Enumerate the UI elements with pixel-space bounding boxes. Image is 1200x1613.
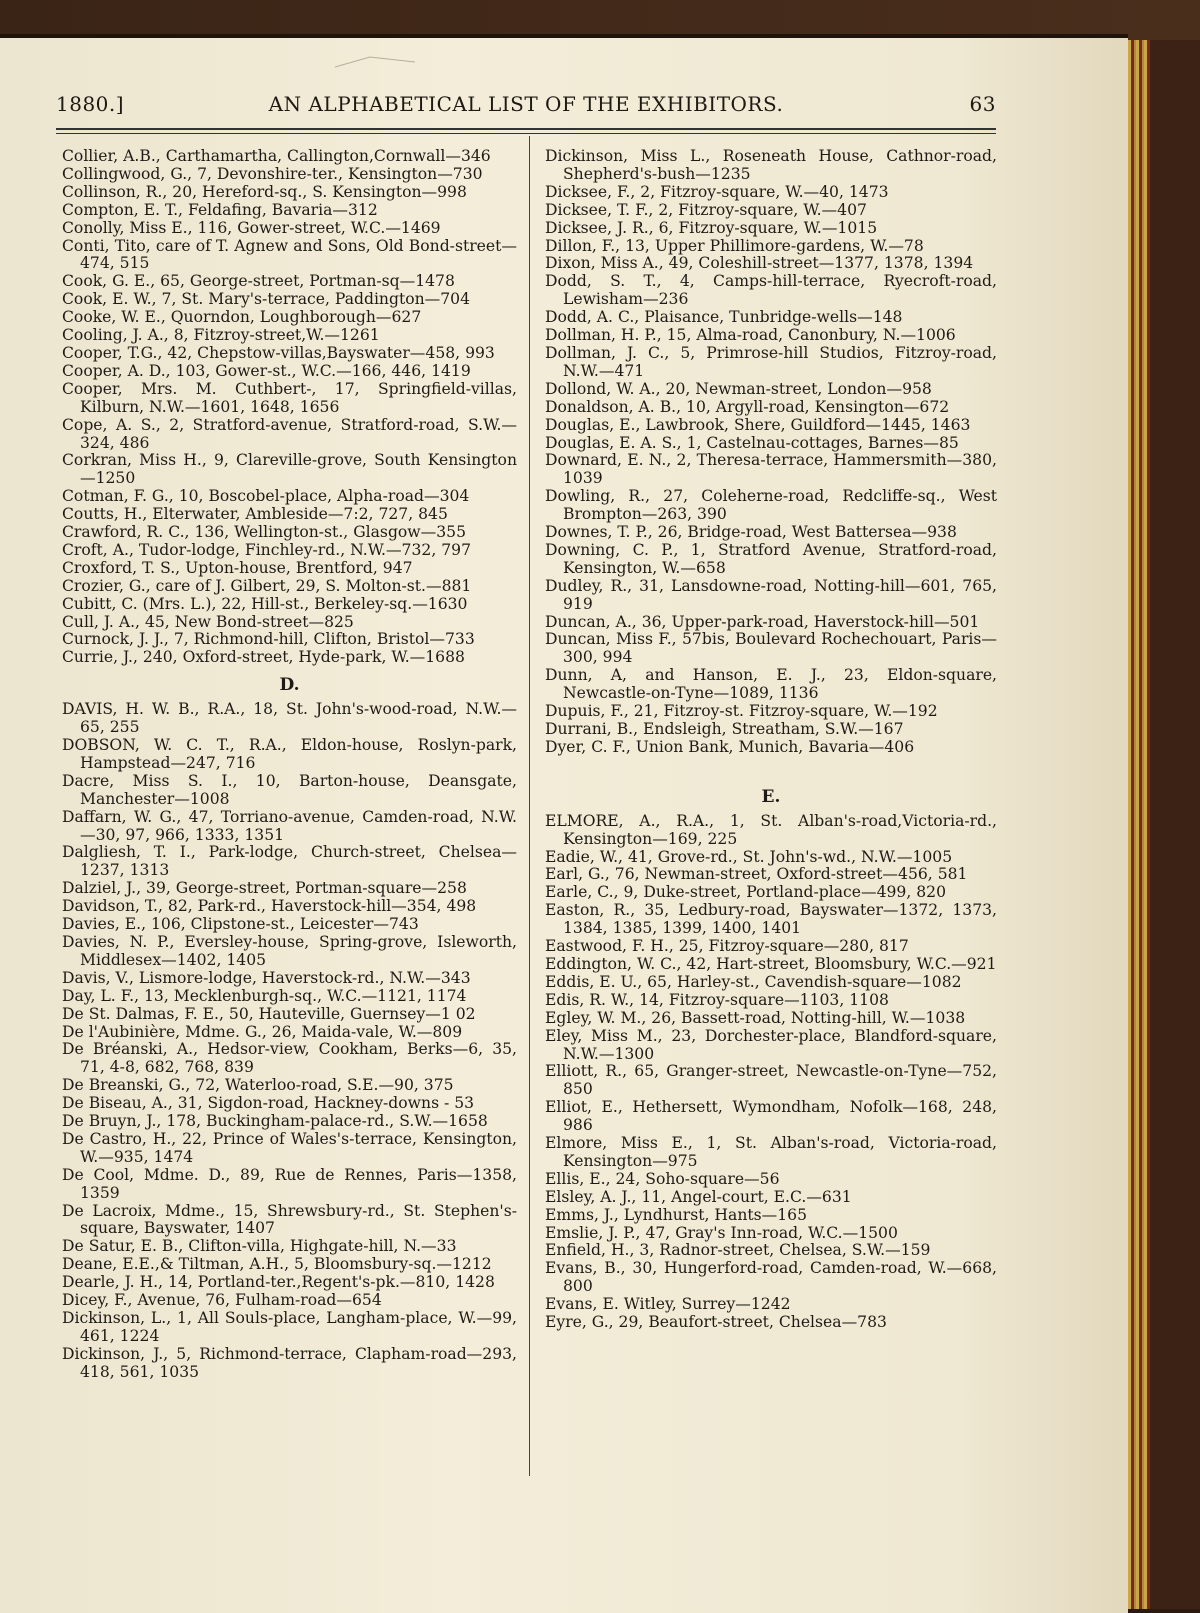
- left-column: [62, 148, 517, 1382]
- exhibitor-entry: Dodd, S. T., 4, Camps-hill-terrace, Ryecroft-road, Lewisham—236: [545, 272, 997, 309]
- exhibitor-entry: Cotman, F. G., 10, Boscobel-place, Alpha-road—304: [62, 487, 470, 506]
- exhibitor-entry: Dowling, R., 27, Coleherne-road, Redcliffe-sq., West Brompton—263, 390: [545, 487, 997, 524]
- pencil-mark-icon: [330, 52, 420, 72]
- exhibitor-entry: Daffarn, W. G., 47, Torriano-avenue, Camden-road, N.W.—30, 97, 966, 1333, 1351: [62, 807, 517, 844]
- entries-d-list: [62, 701, 517, 1381]
- exhibitor-entry: Dunn, A, and Hanson, E. J., 23, Eldon-square, Newcastle-on-Tyne—1089, 1136: [545, 666, 997, 703]
- exhibitor-entry: Emms, J., Lyndhurst, Hants—165: [545, 1205, 807, 1224]
- exhibitor-entry: De Satur, E. B., Clifton-villa, Highgate-hill, N.—33: [62, 1237, 457, 1256]
- header-rule-thin: [56, 133, 996, 134]
- header-title: AN ALPHABETICAL LIST OF THE EXHIBITORS.: [268, 92, 784, 116]
- exhibitor-entry: ELMORE, A., R.A., 1, St. Alban's-road,Victoria-rd., Kensington—169, 225: [545, 811, 997, 848]
- exhibitor-entry: Cook, G. E., 65, George-street, Portman-sq—1478: [62, 272, 455, 291]
- section-heading-e: E.: [761, 786, 781, 807]
- exhibitor-entry: Collier, A.B., Carthamartha, Callington,Cornwall—346: [62, 147, 491, 165]
- entries-e-list: [545, 813, 997, 1332]
- header-year: 1880.]: [56, 92, 125, 116]
- exhibitor-entry: Dalgliesh, T. I., Park-lodge, Church-street, Chelsea—1237, 1313: [62, 843, 517, 880]
- exhibitor-entry: Dalziel, J., 39, George-street, Portman-square—258: [62, 879, 467, 898]
- exhibitor-entry: Eley, Miss M., 23, Dorchester-place, Blandford-square, N.W.—1300: [545, 1026, 997, 1063]
- exhibitor-entry: De Biseau, A., 31, Sigdon-road, Hackney-downs - 53: [62, 1094, 475, 1113]
- exhibitor-entry: Cooper, T.G., 42, Chepstow-villas,Bayswater—458, 993: [62, 343, 495, 362]
- exhibitor-entry: Durrani, B., Endsleigh, Streatham, S.W.—167: [545, 720, 904, 738]
- exhibitor-entry: Downes, T. P., 26, Bridge-road, West Battersea—938: [545, 523, 957, 542]
- exhibitor-entry: Edis, R. W., 14, Fitzroy-square—1103, 1108: [545, 990, 889, 1009]
- exhibitor-entry: Elliot, E., Hethersett, Wymondham, Nofolk—168, 248, 986: [545, 1098, 997, 1135]
- exhibitor-entry: Deane, E.E.,& Tiltman, A.H., 5, Bloomsbury-sq.—1212: [62, 1255, 492, 1274]
- exhibitor-entry: Dollman, J. C., 5, Primrose-hill Studios, Fitzroy-road, N.W.—471: [545, 343, 997, 380]
- section-heading-d: D.: [279, 675, 300, 696]
- exhibitor-entry: Curnock, J. J., 7, Richmond-hill, Clifton, Bristol—733: [62, 630, 475, 649]
- exhibitor-entry: Dudley, R., 31, Lansdowne-road, Notting-hill—601, 765, 919: [545, 576, 997, 613]
- exhibitor-entry: Day, L. F., 13, Mecklenburgh-sq., W.C.—1121, 1174: [62, 986, 467, 1005]
- exhibitor-entry: Conolly, Miss E., 116, Gower-street, W.C.—1469: [62, 218, 441, 237]
- exhibitor-entry: De Cool, Mdme. D., 89, Rue de Rennes, Paris—1358, 1359: [62, 1165, 517, 1202]
- exhibitor-entry: Earle, C., 9, Duke-street, Portland-place—499, 820: [545, 883, 947, 902]
- exhibitor-entry: Davies, N. P., Eversley-house, Spring-grove, Isleworth, Middlesex—1402, 1405: [62, 932, 517, 969]
- exhibitor-entry: Cooper, Mrs. M. Cuthbert-, 17, Springfield-villas, Kilburn, N.W.—1601, 1648, 1656: [62, 379, 517, 416]
- exhibitor-entry: Dixon, Miss A., 49, Coleshill-street—1377, 1378, 1394: [545, 254, 974, 273]
- exhibitor-entry: Dacre, Miss S. I., 10, Barton-house, Deansgate, Manchester—1008: [62, 771, 517, 808]
- exhibitor-entry: Earl, G., 76, Newman-street, Oxford-street—456, 581: [545, 865, 968, 884]
- exhibitor-entry: Coutts, H., Elterwater, Ambleside—7:2, 727, 845: [62, 505, 448, 524]
- exhibitor-entry: Davis, V., Lismore-lodge, Haverstock-rd., N.W.—343: [62, 968, 471, 987]
- exhibitor-entry: Dickinson, J., 5, Richmond-terrace, Clapham-road—293, 418, 561, 1035: [62, 1344, 517, 1381]
- exhibitor-entry: Croft, A., Tudor-lodge, Finchley-rd., N.W.—732, 797: [62, 540, 471, 559]
- exhibitor-entry: Crozier, G., care of J. Gilbert, 29, S. Molton-st.—881: [62, 576, 472, 595]
- exhibitor-entry: De St. Dalmas, F. E., 50, Hauteville, Guernsey—1 02: [62, 1004, 476, 1023]
- exhibitor-entry: Douglas, E., Lawbrook, Shere, Guildford—1445, 1463: [545, 415, 971, 434]
- exhibitor-entry: Collingwood, G., 7, Devonshire-ter., Kensington—730: [62, 164, 483, 183]
- exhibitor-entry: Duncan, A., 36, Upper-park-road, Haverstock-hill—501: [545, 612, 980, 631]
- exhibitor-entry: Egley, W. M., 26, Bassett-road, Notting-hill, W.—1038: [545, 1008, 966, 1027]
- exhibitor-entry: Dyer, C. F., Union Bank, Munich, Bavaria—406: [545, 737, 915, 756]
- exhibitor-entry: Downard, E. N., 2, Theresa-terrace, Hammersmith—380, 1039: [545, 451, 997, 488]
- exhibitor-entry: Conti, Tito, care of T. Agnew and Sons, Old Bond-street—474, 515: [62, 236, 517, 273]
- exhibitor-entry: Eddis, E. U., 65, Harley-st., Cavendish-square—1082: [545, 972, 962, 991]
- exhibitor-entry: Dicksee, J. R., 6, Fitzroy-square, W.—1015: [545, 218, 878, 237]
- exhibitor-entry: Eddington, W. C., 42, Hart-street, Bloomsbury, W.C.—921: [545, 954, 997, 973]
- exhibitor-entry: Dodd, A. C., Plaisance, Tunbridge-wells—148: [545, 308, 903, 327]
- exhibitor-entry: DOBSON, W. C. T., R.A., Eldon-house, Roslyn-park, Hampstead—247, 716: [62, 736, 517, 772]
- exhibitor-entry: Cull, J. A., 45, New Bond-street—825: [62, 612, 354, 631]
- exhibitor-entry: Dearle, J. H., 14, Portland-ter.,Regent's-pk.—810, 1428: [62, 1273, 495, 1292]
- exhibitor-entry: Easton, R., 35, Ledbury-road, Bayswater—1372, 1373, 1384, 1385, 1399, 1400, 1401: [545, 901, 997, 938]
- exhibitor-entry: Duncan, Miss F., 57bis, Boulevard Rochechouart, Paris—300, 994: [545, 630, 997, 667]
- exhibitor-entry: Cooper, A. D., 103, Gower-st., W.C.—166, 446, 1419: [62, 361, 471, 380]
- exhibitor-entry: Dicksee, T. F., 2, Fitzroy-square, W.—407: [545, 200, 867, 219]
- exhibitor-entry: Eadie, W., 41, Grove-rd., St. John's-wd., N.W.—1005: [545, 847, 953, 866]
- exhibitor-entry: Eastwood, F. H., 25, Fitzroy-square—280, 817: [545, 937, 909, 956]
- exhibitor-entry: Collinson, R., 20, Hereford-sq., S. Kensington—998: [62, 182, 467, 201]
- header-rule-thick: [56, 128, 996, 130]
- exhibitor-entry: De Bruyn, J., 178, Buckingham-palace-rd., S.W.—1658: [62, 1112, 488, 1131]
- exhibitor-entry: Dicey, F., Avenue, 76, Fulham-road—654: [62, 1291, 382, 1310]
- exhibitor-entry: Evans, B., 30, Hungerford-road, Camden-road, W.—668, 800: [545, 1259, 997, 1296]
- exhibitor-entry: Cook, E. W., 7, St. Mary's-terrace, Paddington—704: [62, 290, 471, 309]
- exhibitor-entry: Cooling, J. A., 8, Fitzroy-street,W.—1261: [62, 326, 380, 345]
- page-header: [56, 92, 996, 122]
- column-divider: [529, 136, 530, 1476]
- exhibitor-entry: Enfield, H., 3, Radnor-street, Chelsea, S.W.—159: [545, 1241, 931, 1260]
- exhibitor-entry: Ellis, E., 24, Soho-square—56: [545, 1169, 780, 1188]
- exhibitor-entry: Dillon, F., 13, Upper Phillimore-gardens, W.—78: [545, 236, 924, 255]
- exhibitor-entry: Currie, J., 240, Oxford-street, Hyde-park, W.—1688: [62, 648, 465, 667]
- exhibitor-entry: DAVIS, H. W. B., R.A., 18, St. John's-wood-road, N.W.—65, 255: [62, 700, 517, 737]
- exhibitor-entry: Elsley, A. J., 11, Angel-court, E.C.—631: [545, 1187, 852, 1206]
- exhibitor-entry: Evans, E. Witley, Surrey—1242: [545, 1295, 791, 1314]
- exhibitor-entry: Dickinson, Miss L., Roseneath House, Cathnor-road, Shepherd's-bush—1235: [545, 147, 997, 183]
- exhibitor-entry: Dollman, H. P., 15, Alma-road, Canonbury, N.—1006: [545, 326, 956, 345]
- exhibitor-entry: Elliott, R., 65, Granger-street, Newcastle-on-Tyne—752, 850: [545, 1062, 997, 1099]
- exhibitor-entry: Croxford, T. S., Upton-house, Brentford, 947: [62, 558, 413, 577]
- exhibitor-entry: Cope, A. S., 2, Stratford-avenue, Stratford-road, S.W.—324, 486: [62, 415, 517, 452]
- exhibitor-entry: Douglas, E. A. S., 1, Castelnau-cottages, Barnes—85: [545, 433, 959, 452]
- exhibitor-entry: Eyre, G., 29, Beaufort-street, Chelsea—783: [545, 1313, 887, 1332]
- exhibitor-entry: Crawford, R. C., 136, Wellington-st., Glasgow—355: [62, 523, 467, 542]
- exhibitor-entry: De Bréanski, A., Hedsor-view, Cookham, Berks—6, 35, 71, 4-8, 682, 768, 839: [62, 1040, 517, 1077]
- exhibitor-entry: Dicksee, F., 2, Fitzroy-square, W.—40, 1473: [545, 182, 889, 201]
- exhibitor-entry: De Breanski, G., 72, Waterloo-road, S.E.—90, 375: [62, 1076, 454, 1095]
- exhibitor-entry: Corkran, Miss H., 9, Clareville-grove, South Kensington—1250: [62, 451, 517, 488]
- exhibitor-entry: Emslie, J. P., 47, Gray's Inn-road, W.C.—1500: [545, 1223, 898, 1242]
- exhibitor-entry: Dickinson, L., 1, All Souls-place, Langham-place, W.—99, 461, 1224: [62, 1309, 517, 1345]
- exhibitor-entry: Cubitt, C. (Mrs. L.), 22, Hill-st., Berkeley-sq.—1630: [62, 594, 468, 613]
- exhibitor-entry: De Lacroix, Mdme., 15, Shrewsbury-rd., St. Stephen's-square, Bayswater, 1407: [62, 1201, 517, 1238]
- exhibitor-entry: Compton, E. T., Feldafing, Bavaria—312: [62, 200, 378, 219]
- exhibitor-entry: De l'Aubinière, Mdme. G., 26, Maida-vale, W.—809: [62, 1022, 463, 1041]
- book-cover-edge: [1150, 40, 1200, 1609]
- exhibitor-entry: Downing, C. P., 1, Stratford Avenue, Stratford-road, Kensington, W.—658: [545, 540, 997, 577]
- exhibitor-entry: De Castro, H., 22, Prince of Wales's-terrace, Kensington, W.—935, 1474: [62, 1129, 517, 1166]
- right-column: [545, 148, 997, 1332]
- exhibitor-entry: Cooke, W. E., Quorndon, Loughborough—627: [62, 308, 422, 327]
- entries-d-continued-list: [545, 148, 997, 757]
- exhibitor-entry: Elmore, Miss E., 1, St. Alban's-road, Victoria-road, Kensington—975: [545, 1134, 997, 1170]
- exhibitor-entry: Dollond, W. A., 20, Newman-street, London—958: [545, 379, 932, 398]
- page-number: 63: [969, 92, 996, 116]
- entries-c-list: [62, 148, 517, 667]
- exhibitor-entry: Davies, E., 106, Clipstone-st., Leicester—743: [62, 915, 419, 934]
- exhibitor-entry: Donaldson, A. B., 10, Argyll-road, Kensington—672: [545, 397, 950, 416]
- exhibitor-entry: Davidson, T., 82, Park-rd., Haverstock-hill—354, 498: [62, 897, 477, 916]
- exhibitor-entry: Dupuis, F., 21, Fitzroy-st. Fitzroy-square, W.—192: [545, 702, 938, 721]
